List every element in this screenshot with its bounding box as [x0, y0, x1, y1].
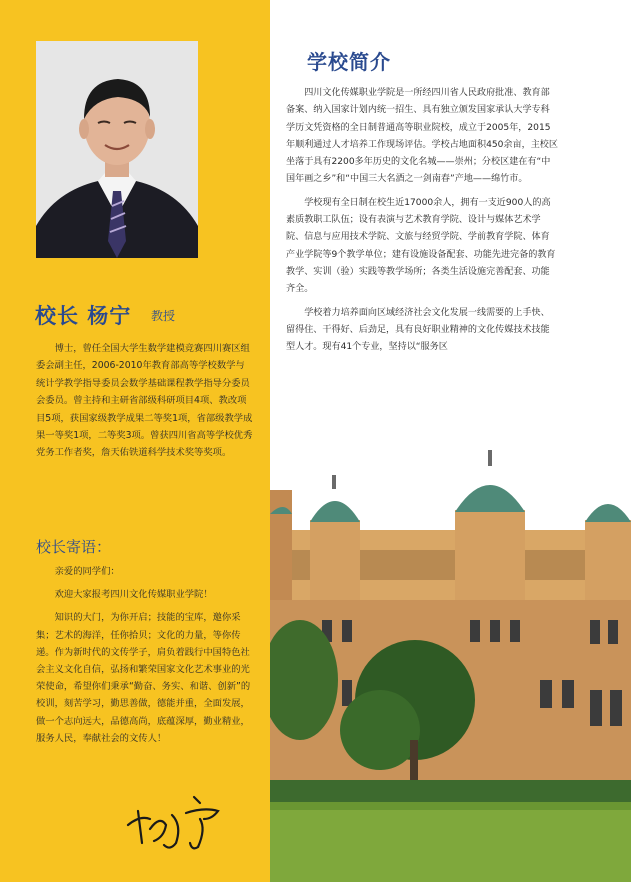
campus-photo — [270, 450, 631, 882]
principal-signature — [120, 785, 240, 859]
principal-bio: 博士，曾任全国大学生数学建模竞赛四川赛区组委会副主任，2006-2010年教育部高等学校数学与统计学教学指导委员会数学基础课程教学指导分委员会委员。曾主持和主研省部级科研项目4项、教改项目5项，获国家级教学成果二等奖1项，省部级教学成果一等奖1项，二等奖3项。曾获四川省高等学校优秀党务工作者奖，詹天佑铁道科学技术奖等奖项。 — [36, 343, 253, 459]
principal-message — [36, 563, 253, 753]
message-paragraph: 欢迎大家报考四川文化传媒职业学院！ — [54, 589, 213, 601]
message-paragraph: 亲爱的同学们： — [54, 566, 120, 577]
principal-name: 校长 杨宁 — [35, 304, 132, 328]
intro-paragraph: 学校着力培养面向区域经济社会文化发展一线需要的上手快、留得住、干得好、后劲足，具有良好职业精神的文化传媒技术技能型人才。现有41个专业，坚持以“服务区 — [286, 307, 550, 353]
intro-heading: 学校简介 — [307, 50, 391, 74]
principal-title: 教授 — [151, 309, 176, 323]
campus-building-illustration — [270, 450, 631, 882]
intro-paragraph: 四川文化传媒职业学院是一所经四川省人民政府批准、教育部备案、纳入国家计划内统一招生、具有独立颁发国家承认大学专科学历文凭资格的全日制普通高等职业院校，成立于2005年，2015年顺利通过人才培养工作现场评估。学校占地面积450余亩，主校区坐落于具有2200多年历史的文化名城——崇州；分校区建在有“中国年画之乡”和“中国三大名酒之一剑南春”产地——绵竹市。 — [286, 88, 558, 185]
principal-portrait — [36, 41, 198, 258]
message-paragraph: 知识的大门，为你开启；技能的宝库，邀你采集；艺术的海洋，任你拾贝；文化的力量，等你传递。作为新时代的文传学子，肩负着践行中国特色社会主义文化自信，弘扬和繁荣国家文化艺术事业的光荣使命，希望你们秉承“勤奋、务实、和谐、创新”的校训，刻苦学习，勤思善做，德能并重，全面发展，做一个志向远大，品德高尚，底蕴深厚，勤业精业，服务人民，奉献社会的文传人！ — [36, 612, 251, 744]
message-heading: 校长寄语： — [36, 538, 112, 556]
portrait-illustration — [36, 41, 198, 258]
left-panel — [0, 0, 270, 882]
intro-paragraph: 学校现有全日制在校生近17000余人，拥有一支近900人的高素质教职工队伍；设有表演与艺术教育学院、设计与媒体艺术学院、信息与应用技术学院、文旅与经贸学院、学前教育学院、体育产业学院等9个教学单位；建有设施设备配套、功能先进完备的教育教学、实训（验）实践等教学场所；各类生活设施完善配套、功能齐全。 — [286, 197, 556, 295]
school-intro — [286, 85, 558, 362]
